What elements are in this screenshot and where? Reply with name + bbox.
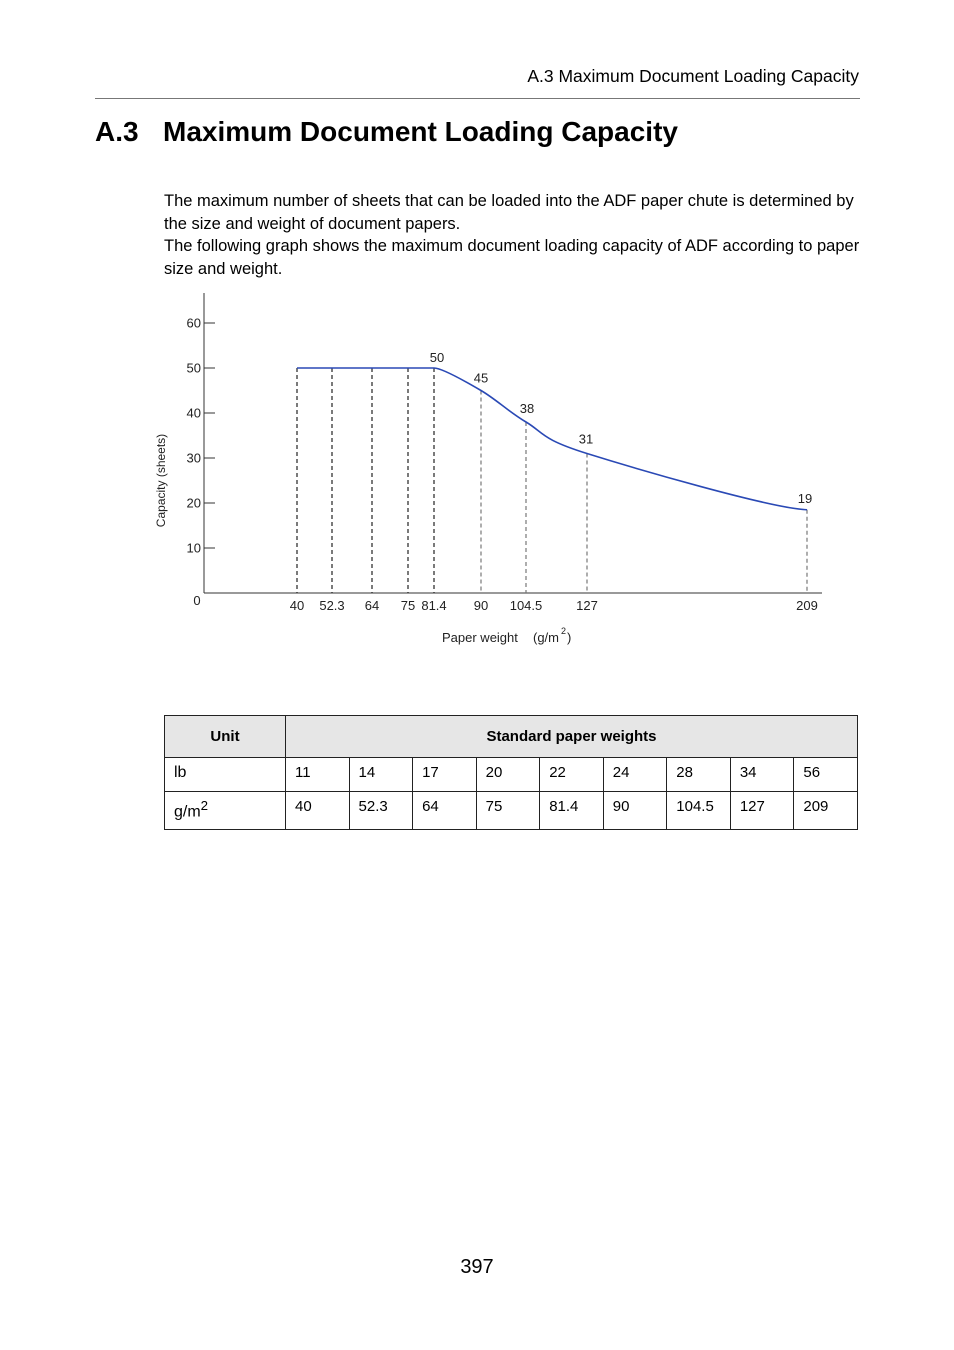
data-point-label: 31	[578, 431, 594, 447]
x-tick-label: 52.3	[319, 598, 345, 613]
unit-label: g/m	[174, 803, 201, 821]
y-tick-label: 10	[186, 540, 201, 556]
paper-weights-table	[164, 715, 858, 830]
data-point-label: 38	[519, 401, 535, 416]
weight-cell: 104.5	[667, 792, 731, 830]
section-number: A.3	[95, 116, 139, 147]
x-axis-title: Paper weight	[442, 630, 518, 645]
x-tick-label: 64	[364, 598, 380, 613]
table-header-row	[165, 716, 858, 758]
unit-superscript: 2	[200, 798, 209, 813]
x-tick-label: 75	[400, 598, 416, 613]
x-axis-unit-superscript: 2	[561, 626, 567, 636]
y-tick-label: 60	[186, 315, 201, 331]
page-number: 397	[460, 1256, 494, 1278]
y-tick-label: 50	[186, 360, 201, 376]
x-tick-label: 104.5	[509, 598, 543, 613]
data-point-label: 50	[429, 350, 445, 365]
weight-cell: 22	[540, 758, 604, 792]
capacity-line	[297, 368, 807, 510]
y-tick-label: 30	[186, 450, 201, 466]
weight-cell: 20	[476, 758, 540, 792]
weight-cell: 81.4	[540, 792, 604, 830]
weight-cell: 127	[730, 792, 794, 830]
y-axis-title: Capacity (sheets)	[154, 433, 168, 528]
y-tick-label: 20	[186, 495, 201, 511]
unit-label: lb	[174, 764, 187, 781]
weight-cell: 52.3	[349, 792, 413, 830]
table-header-unit: Unit	[165, 716, 286, 758]
intro-paragraph: The maximum number of sheets that can be loaded into the ADF paper chute is determined by the size and weight of document papers.	[164, 192, 854, 233]
x-tick-label: 90	[473, 598, 489, 613]
unit-cell	[165, 758, 286, 792]
header-divider	[95, 98, 860, 99]
y-origin-label: 0	[193, 593, 201, 608]
x-axis-unit-close: )	[567, 630, 572, 645]
weight-cell: 28	[667, 758, 731, 792]
data-point-label: 45	[473, 370, 489, 386]
weight-cell: 17	[413, 758, 477, 792]
weight-cell: 75	[476, 792, 540, 830]
weight-cell: 14	[349, 758, 413, 792]
graph-description-paragraph: The following graph shows the maximum document loading capacity of ADF according to paper size and weight.	[164, 237, 860, 278]
weight-cell: 24	[603, 758, 667, 792]
weight-cell: 40	[286, 792, 350, 830]
weight-cell: 64	[413, 792, 477, 830]
x-tick-label: 40	[289, 598, 305, 613]
section-title	[95, 116, 678, 148]
unit-cell	[165, 792, 286, 830]
weight-cell: 11	[286, 758, 350, 792]
weight-cell: 34	[730, 758, 794, 792]
x-tick-label: 209	[796, 598, 818, 613]
weight-cell: 56	[794, 758, 858, 792]
running-header: A.3 Maximum Document Loading Capacity	[527, 66, 859, 86]
section-title-text: Maximum Document Loading Capacity	[163, 116, 678, 147]
x-axis-unit: (g/m	[533, 630, 559, 645]
table-header-weights: Standard paper weights	[286, 716, 858, 758]
x-tick-label: 127	[576, 598, 598, 613]
weight-cell: 209	[794, 792, 858, 830]
table-row	[165, 758, 858, 792]
table-row	[165, 792, 858, 830]
data-point-label: 19	[797, 490, 813, 506]
weight-cell: 90	[603, 792, 667, 830]
x-tick-label: 81.4	[421, 598, 447, 613]
y-tick-label: 40	[186, 405, 201, 421]
loading-capacity-chart	[140, 285, 840, 655]
